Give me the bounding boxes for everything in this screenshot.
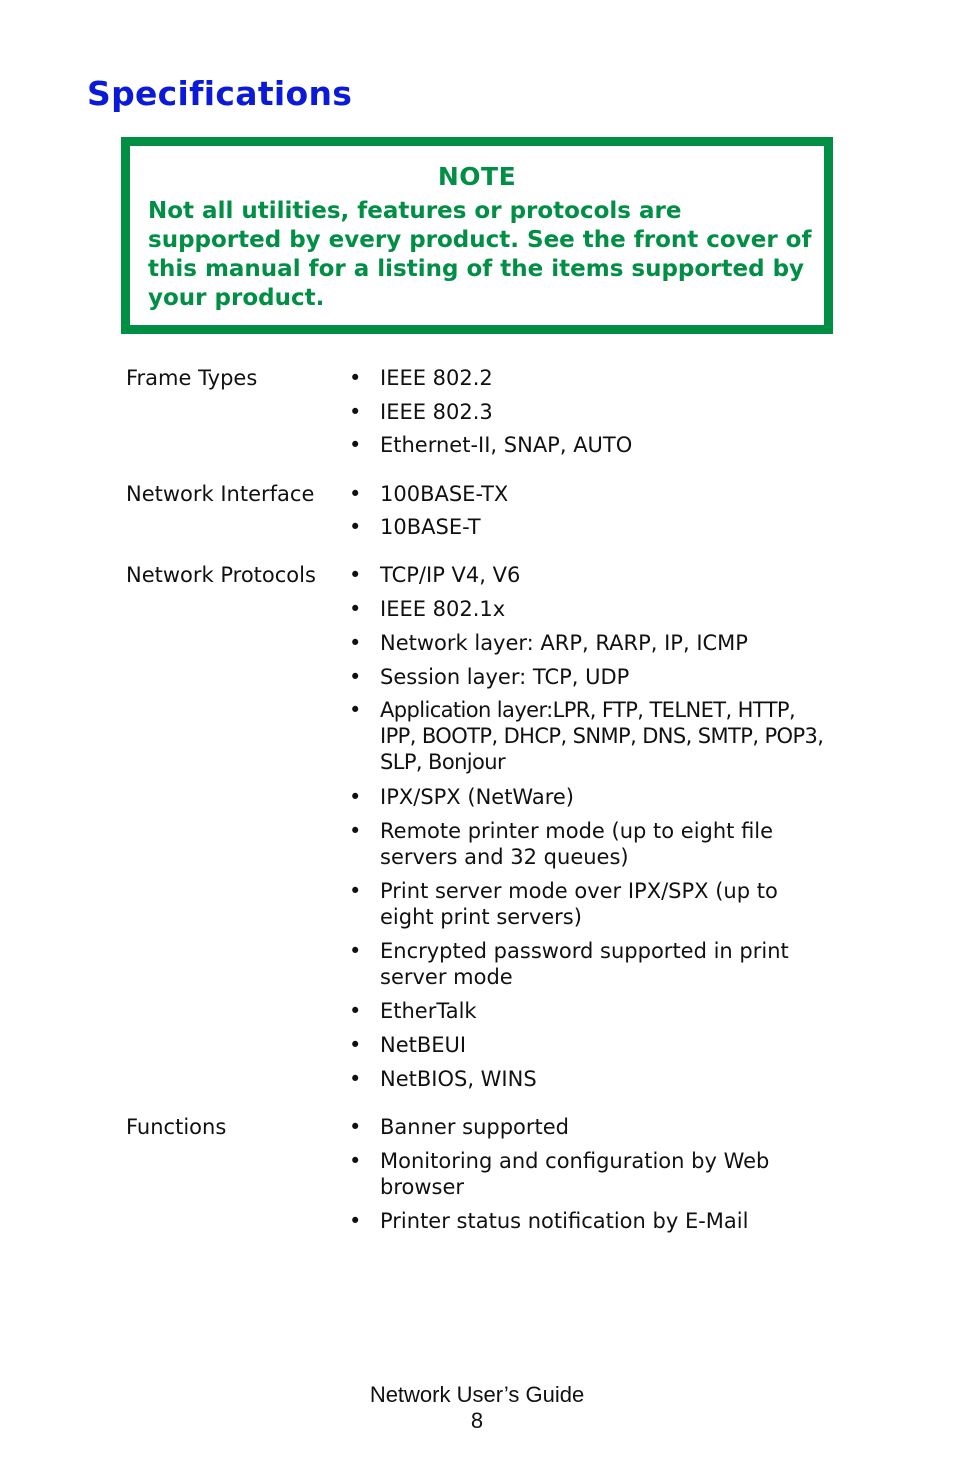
spec-item: Encrypted password supported in print server mode <box>380 939 789 989</box>
bullet-icon: • <box>349 1033 362 1057</box>
spec-item: TCP/IP V4, V6 <box>380 563 521 587</box>
note-text: Not all utilities, features or protocols are supported by every product. See the front cover of this manual for a listing of the items supported by your product. <box>148 198 812 311</box>
spec-item: Application layer:LPR, FTP, TELNET, HTTP, IPP, BOOTP, DHCP, SNMP, DNS, SMTP, POP3, SLP, Bonjour <box>380 698 824 774</box>
page-title: Specifications <box>87 74 353 113</box>
bullet-icon: • <box>349 433 362 457</box>
bullet-icon: • <box>349 1067 362 1091</box>
bullet-icon: • <box>349 1209 362 1233</box>
bullet-icon: • <box>349 563 362 587</box>
spec-item: Ethernet-II, SNAP, AUTO <box>380 433 633 457</box>
spec-item: IPX/SPX (NetWare) <box>380 785 575 809</box>
bullet-icon: • <box>349 999 362 1023</box>
bullet-icon: • <box>349 785 362 809</box>
spec-item: Session layer: TCP, UDP <box>380 665 630 689</box>
spec-item: Network layer: ARP, RARP, IP, ICMP <box>380 631 748 655</box>
bullet-icon: • <box>349 939 362 963</box>
spec-item: Monitoring and configuration by Web browser <box>380 1149 770 1199</box>
spec-item: Remote printer mode (up to eight file servers and 32 queues) <box>380 819 774 869</box>
bullet-icon: • <box>349 879 362 903</box>
spec-item: 100BASE-TX <box>380 482 509 506</box>
spec-item: IEEE 802.1x <box>380 597 506 621</box>
bullet-icon: • <box>349 597 362 621</box>
bullet-icon: • <box>349 1115 362 1139</box>
bullet-icon: • <box>349 400 362 424</box>
bullet-icon: • <box>349 698 362 722</box>
note-heading: NOTE <box>437 162 517 191</box>
bullet-icon: • <box>349 665 362 689</box>
note-box <box>121 137 833 334</box>
spec-item: IEEE 802.2 <box>380 366 493 390</box>
bullet-icon: • <box>349 482 362 506</box>
bullet-icon: • <box>349 819 362 843</box>
bullet-icon: • <box>349 366 362 390</box>
spec-item: NetBEUI <box>380 1033 467 1057</box>
spec-label-network-interface: Network Interface <box>126 482 315 506</box>
bullet-icon: • <box>349 631 362 655</box>
bullet-icon: • <box>349 515 362 539</box>
spec-item: Print server mode over IPX/SPX (up to eight print servers) <box>380 879 778 929</box>
spec-item: NetBIOS, WINS <box>380 1067 537 1091</box>
spec-item: EtherTalk <box>380 999 477 1023</box>
footer-title: Network User’s Guide <box>369 1382 585 1407</box>
bullet-icon: • <box>349 1149 362 1173</box>
spec-label-functions: Functions <box>126 1115 227 1139</box>
spec-item: Banner supported <box>380 1115 569 1139</box>
spec-item: IEEE 802.3 <box>380 400 493 424</box>
spec-item: 10BASE-T <box>380 515 481 539</box>
page-number: 8 <box>470 1408 484 1433</box>
spec-label-frame-types: Frame Types <box>126 366 258 390</box>
spec-item: Printer status notification by E-Mail <box>380 1209 749 1233</box>
spec-label-network-protocols: Network Protocols <box>126 563 316 587</box>
